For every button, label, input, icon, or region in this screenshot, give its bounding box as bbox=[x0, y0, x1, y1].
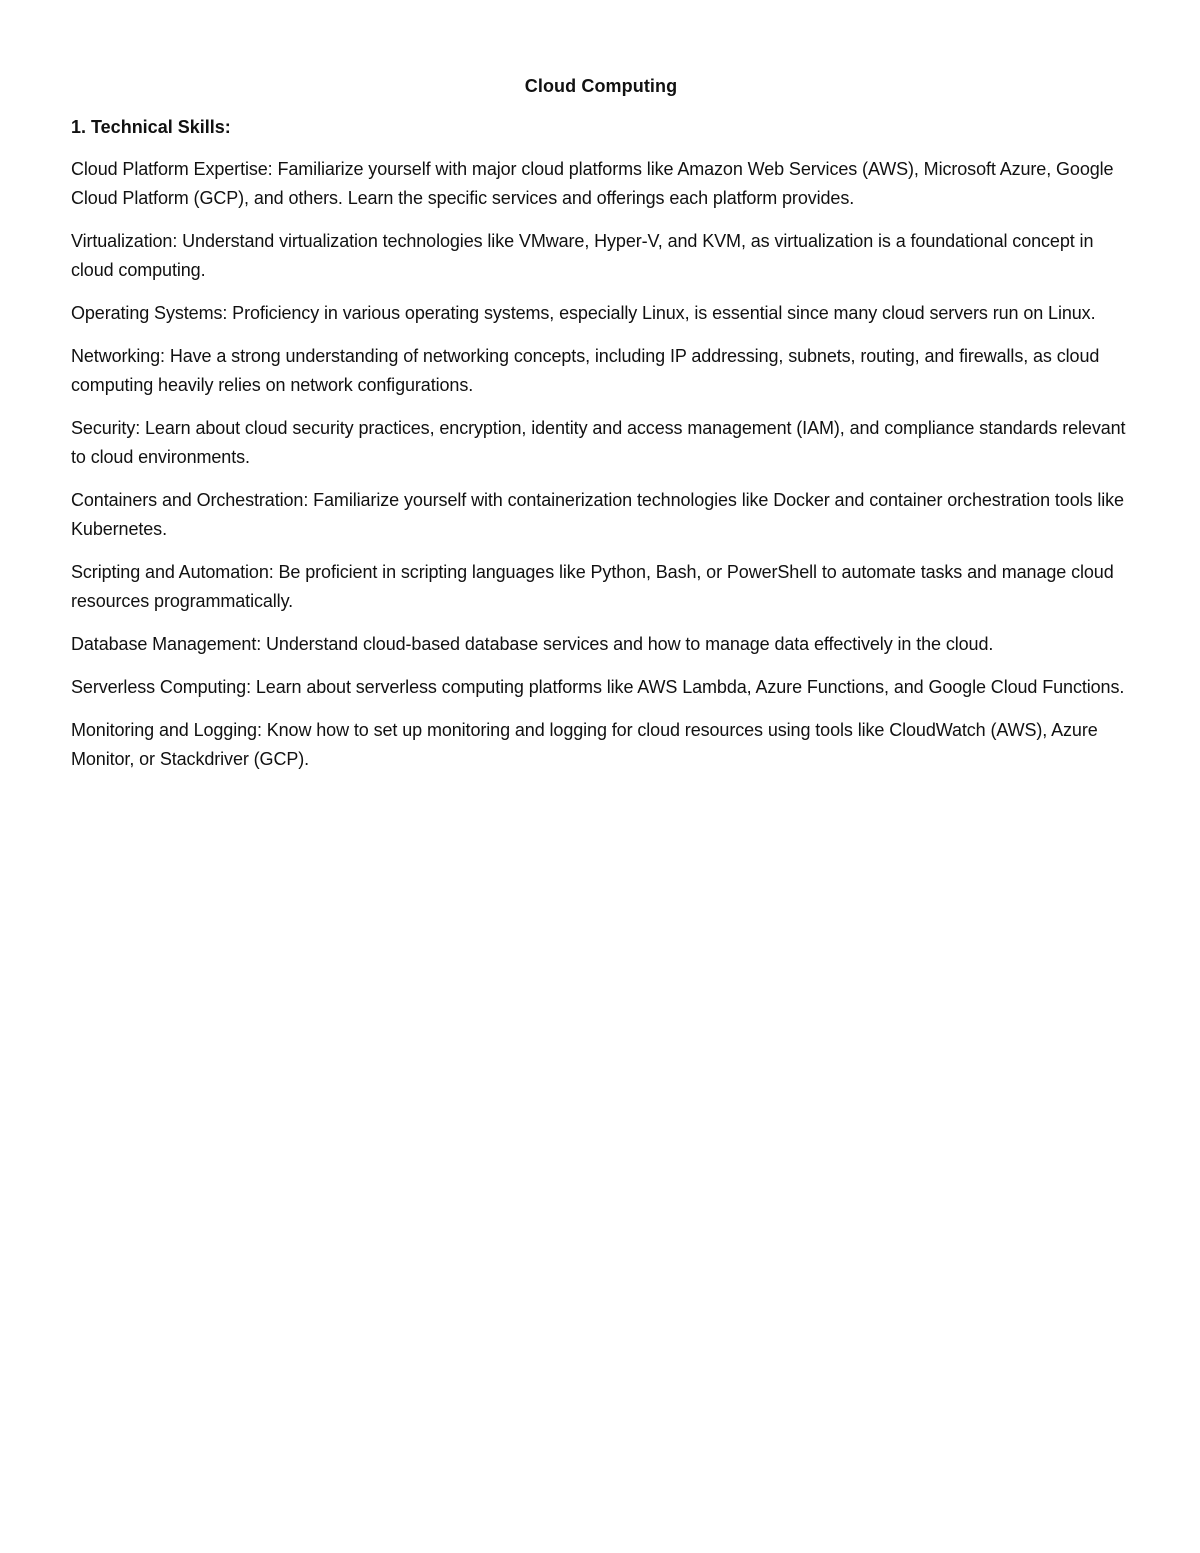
document-title: Cloud Computing bbox=[524, 76, 678, 96]
paragraph-networking: Networking: Have a strong understanding of networking concepts, including IP addressing, subnets, routing, and firewalls, as cloud computing heavily relies on network configurations. bbox=[71, 346, 1100, 395]
paragraph-operating-systems: Operating Systems: Proficiency in various operating systems, especially Linux, is essential since many cloud servers run on Linux. bbox=[71, 303, 1096, 323]
paragraph-cloud-platform-expertise: Cloud Platform Expertise: Familiarize yourself with major cloud platforms like Amazon Web Services (AWS), Microsoft Azure, Google Cloud Platform (GCP), and others. Learn the specific services and offerings each platform provides. bbox=[71, 159, 1114, 208]
paragraph-database-management: Database Management: Understand cloud-based database services and how to manage data effectively in the cloud. bbox=[71, 634, 994, 654]
section-heading: 1. Technical Skills: bbox=[71, 117, 231, 137]
paragraph-virtualization: Virtualization: Understand virtualization technologies like VMware, Hyper-V, and KVM, as virtualization is a foundational concept in cloud computing. bbox=[71, 231, 1094, 280]
paragraph-security: Security: Learn about cloud security practices, encryption, identity and access management (IAM), and compliance standards relevant to cloud environments. bbox=[71, 418, 1126, 467]
paragraph-serverless-computing: Serverless Computing: Learn about serverless computing platforms like AWS Lambda, Azure Functions, and Google Cloud Functions. bbox=[71, 677, 1125, 697]
document-body bbox=[71, 72, 1131, 788]
paragraph-monitoring-logging: Monitoring and Logging: Know how to set up monitoring and logging for cloud resources using tools like CloudWatch (AWS), Azure Monitor, or Stackdriver (GCP). bbox=[71, 720, 1098, 769]
paragraph-scripting-automation: Scripting and Automation: Be proficient in scripting languages like Python, Bash, or PowerShell to automate tasks and manage cloud resources programmatically. bbox=[71, 562, 1114, 611]
paragraph-containers-orchestration: Containers and Orchestration: Familiarize yourself with containerization technologies like Docker and container orchestration tools like Kubernetes. bbox=[71, 490, 1124, 539]
